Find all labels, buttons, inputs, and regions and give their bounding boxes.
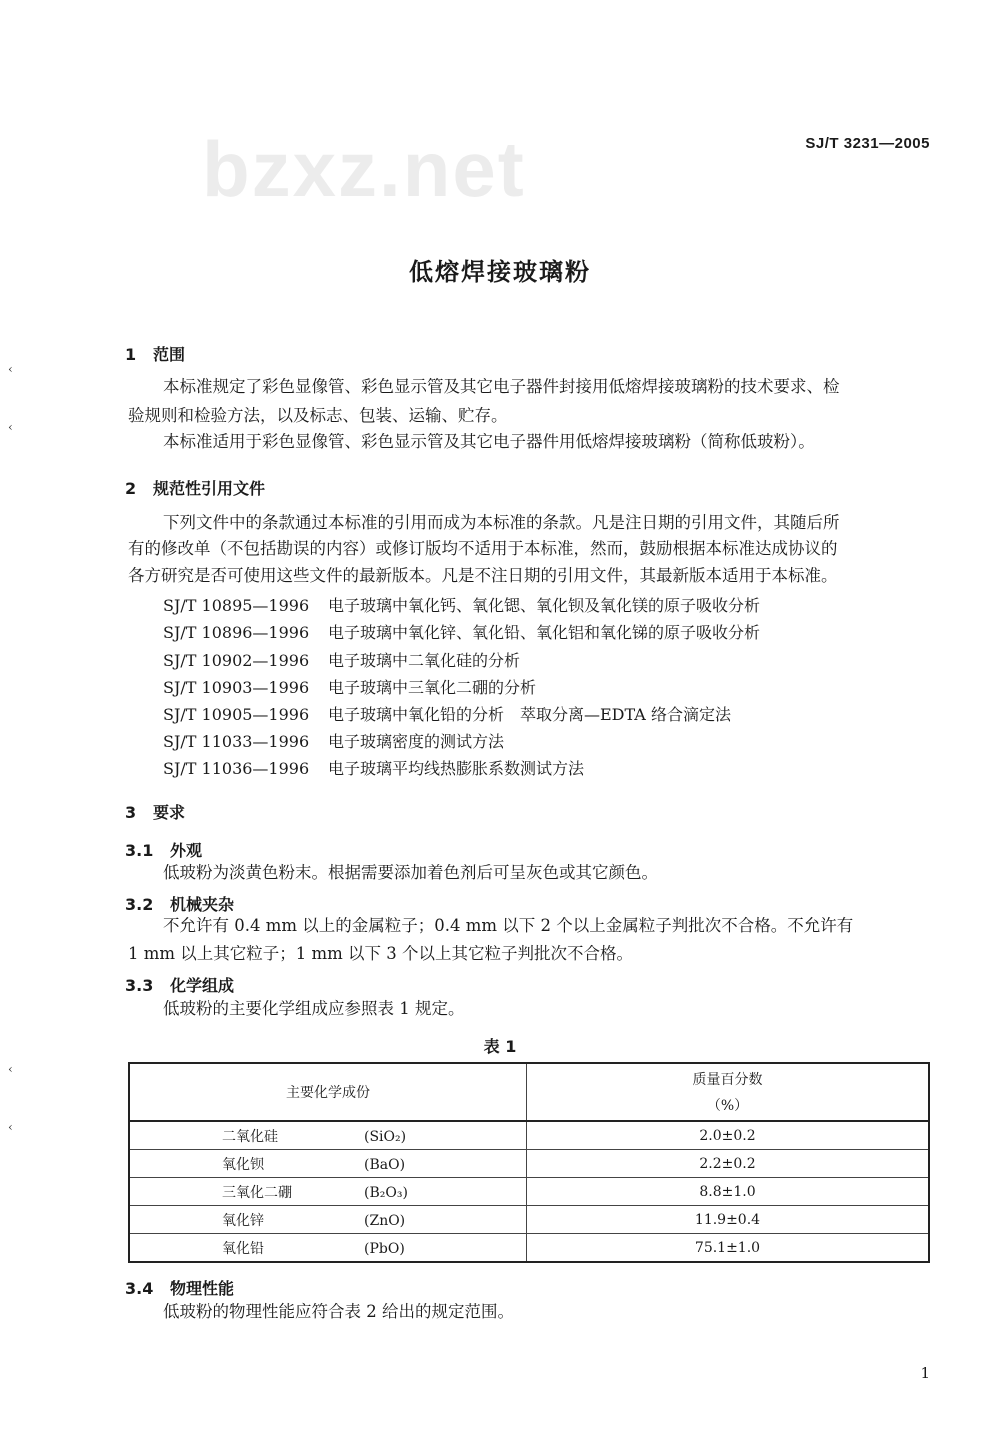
table-header-cell xyxy=(527,1063,930,1121)
document-title: 低熔焊接玻璃粉 xyxy=(409,258,591,286)
reference-item xyxy=(163,648,520,671)
reference-title: 电子玻璃中氧化锌、氧化铅、氧化铝和氧化锑的原子吸收分析 xyxy=(328,623,761,642)
scan-mark: ‹ xyxy=(8,1062,13,1076)
s32-paragraph-line2: 1 mm 以上其它粒子；1 mm 以下 3 个以上其它粒子判批次不合格。 xyxy=(128,944,634,963)
reference-item xyxy=(163,593,760,616)
reference-code: SJ/T 10905—1996 xyxy=(163,705,310,724)
section-3-2-heading xyxy=(125,892,234,915)
section-3-4-heading xyxy=(125,1276,234,1299)
table-row xyxy=(129,1178,929,1206)
section-title: 要求 xyxy=(153,803,186,822)
section-title: 外观 xyxy=(170,841,203,860)
compound-name: 三氧化二硼 xyxy=(222,1184,292,1201)
section-number: 3.4 xyxy=(125,1279,154,1298)
table-cell xyxy=(129,1234,527,1263)
table-header-row xyxy=(129,1063,929,1121)
reference-code: SJ/T 10895—1996 xyxy=(163,596,310,615)
s33-paragraph: 低玻粉的主要化学组成应参照表 1 规定。 xyxy=(163,999,465,1018)
table-row xyxy=(129,1206,929,1234)
s1-paragraph1-line1: 本标准规定了彩色显像管、彩色显示管及其它电子器件封接用低熔焊接玻璃粉的技术要求、检 xyxy=(163,377,840,396)
reference-item xyxy=(163,675,536,698)
table-1 xyxy=(128,1062,930,1263)
reference-title: 电子玻璃中二氧化硅的分析 xyxy=(328,651,521,670)
s31-paragraph: 低玻粉为淡黄色粉末。根据需要添加着色剂后可呈灰色或其它颜色。 xyxy=(163,863,658,882)
table-header-line: （%） xyxy=(706,1098,749,1114)
reference-code: SJ/T 11036—1996 xyxy=(163,759,310,778)
table-cell: 75.1±1.0 xyxy=(527,1234,930,1263)
compound-formula: (PbO) xyxy=(364,1240,405,1257)
reference-title: 电子玻璃中氧化钙、氧化锶、氧化钡及氧化镁的原子吸收分析 xyxy=(328,596,761,615)
table-1-caption: 表 1 xyxy=(483,1037,517,1056)
reference-item xyxy=(163,620,760,643)
compound-name: 二氧化硅 xyxy=(222,1128,278,1145)
s2-paragraph-line3: 各方研究是否可使用这些文件的最新版本。凡是不注日期的引用文件，其最新版本适用于本标准。 xyxy=(128,566,838,585)
table-cell: 11.9±0.4 xyxy=(527,1206,930,1234)
section-number: 3.2 xyxy=(125,895,154,914)
section-3-3-heading xyxy=(125,973,234,996)
table-row xyxy=(129,1121,929,1150)
reference-title: 电子玻璃中氧化铅的分析 萃取分离—EDTA 络合滴定法 xyxy=(328,705,731,724)
table-cell: 2.0±0.2 xyxy=(527,1121,930,1150)
compound-formula: (B₂O₃) xyxy=(364,1184,408,1201)
reference-item xyxy=(163,756,584,779)
s1-paragraph1-line2: 验规则和检验方法，以及标志、包装、运输、贮存。 xyxy=(128,406,508,425)
section-1-heading xyxy=(125,342,185,365)
table-cell: 2.2±0.2 xyxy=(527,1150,930,1178)
watermark: bzxz.net xyxy=(202,125,526,213)
table-cell xyxy=(129,1150,527,1178)
section-3-1-heading xyxy=(125,838,202,861)
table-cell xyxy=(129,1121,527,1150)
reference-code: SJ/T 10903—1996 xyxy=(163,678,310,697)
section-3-heading xyxy=(125,800,185,823)
table-header-cell: 主要化学成份 xyxy=(129,1063,527,1121)
reference-code: SJ/T 10902—1996 xyxy=(163,651,310,670)
scan-mark: ‹ xyxy=(8,420,13,434)
compound-formula: (SiO₂) xyxy=(364,1128,407,1145)
scan-mark: ‹ xyxy=(8,1120,13,1134)
section-2-heading xyxy=(125,476,265,499)
reference-title: 电子玻璃密度的测试方法 xyxy=(328,732,505,751)
document-number: SJ/T 3231—2005 xyxy=(805,135,930,152)
reference-title: 电子玻璃中三氧化二硼的分析 xyxy=(328,678,537,697)
section-title: 化学组成 xyxy=(170,976,235,995)
section-number: 3.1 xyxy=(125,841,154,860)
compound-formula: (BaO) xyxy=(364,1156,406,1173)
section-title: 物理性能 xyxy=(170,1279,235,1298)
table-row xyxy=(129,1150,929,1178)
reference-code: SJ/T 11033—1996 xyxy=(163,732,310,751)
s34-paragraph: 低玻粉的物理性能应符合表 2 给出的规定范围。 xyxy=(163,1302,514,1321)
section-number: 3.3 xyxy=(125,976,154,995)
s2-paragraph-line1: 下列文件中的条款通过本标准的引用而成为本标准的条款。凡是注日期的引用文件，其随后所 xyxy=(163,513,840,532)
compound-name: 氧化钡 xyxy=(222,1156,264,1173)
section-number: 1 xyxy=(125,345,137,364)
compound-formula: (ZnO) xyxy=(364,1212,406,1229)
s1-paragraph2: 本标准适用于彩色显像管、彩色显示管及其它电子器件用低熔焊接玻璃粉（简称低玻粉）。 xyxy=(163,432,815,451)
section-number: 3 xyxy=(125,803,137,822)
compound-name: 氧化铅 xyxy=(222,1240,264,1257)
section-title: 机械夹杂 xyxy=(170,895,235,914)
reference-item xyxy=(163,702,731,725)
section-title: 规范性引用文件 xyxy=(153,479,266,498)
s2-paragraph-line2: 有的修改单（不包括勘误的内容）或修订版均不适用于本标准，然而，鼓励根据本标准达成协议的 xyxy=(128,539,838,558)
reference-title: 电子玻璃平均线热膨胀系数测试方法 xyxy=(328,759,585,778)
s32-paragraph-line1: 不允许有 0.4 mm 以上的金属粒子；0.4 mm 以下 2 个以上金属粒子判批次不合格。不允许有 xyxy=(163,916,854,935)
table-header-line: 质量百分数 xyxy=(692,1072,763,1088)
table-cell: 8.8±1.0 xyxy=(527,1178,930,1206)
scan-mark: ‹ xyxy=(8,362,13,376)
table-cell xyxy=(129,1206,527,1234)
table-cell xyxy=(129,1178,527,1206)
compound-name: 氧化锌 xyxy=(222,1212,264,1229)
section-number: 2 xyxy=(125,479,137,498)
table-row xyxy=(129,1234,929,1263)
reference-code: SJ/T 10896—1996 xyxy=(163,623,310,642)
section-title: 范围 xyxy=(153,345,186,364)
reference-item xyxy=(163,729,504,752)
page-number: 1 xyxy=(920,1364,930,1382)
